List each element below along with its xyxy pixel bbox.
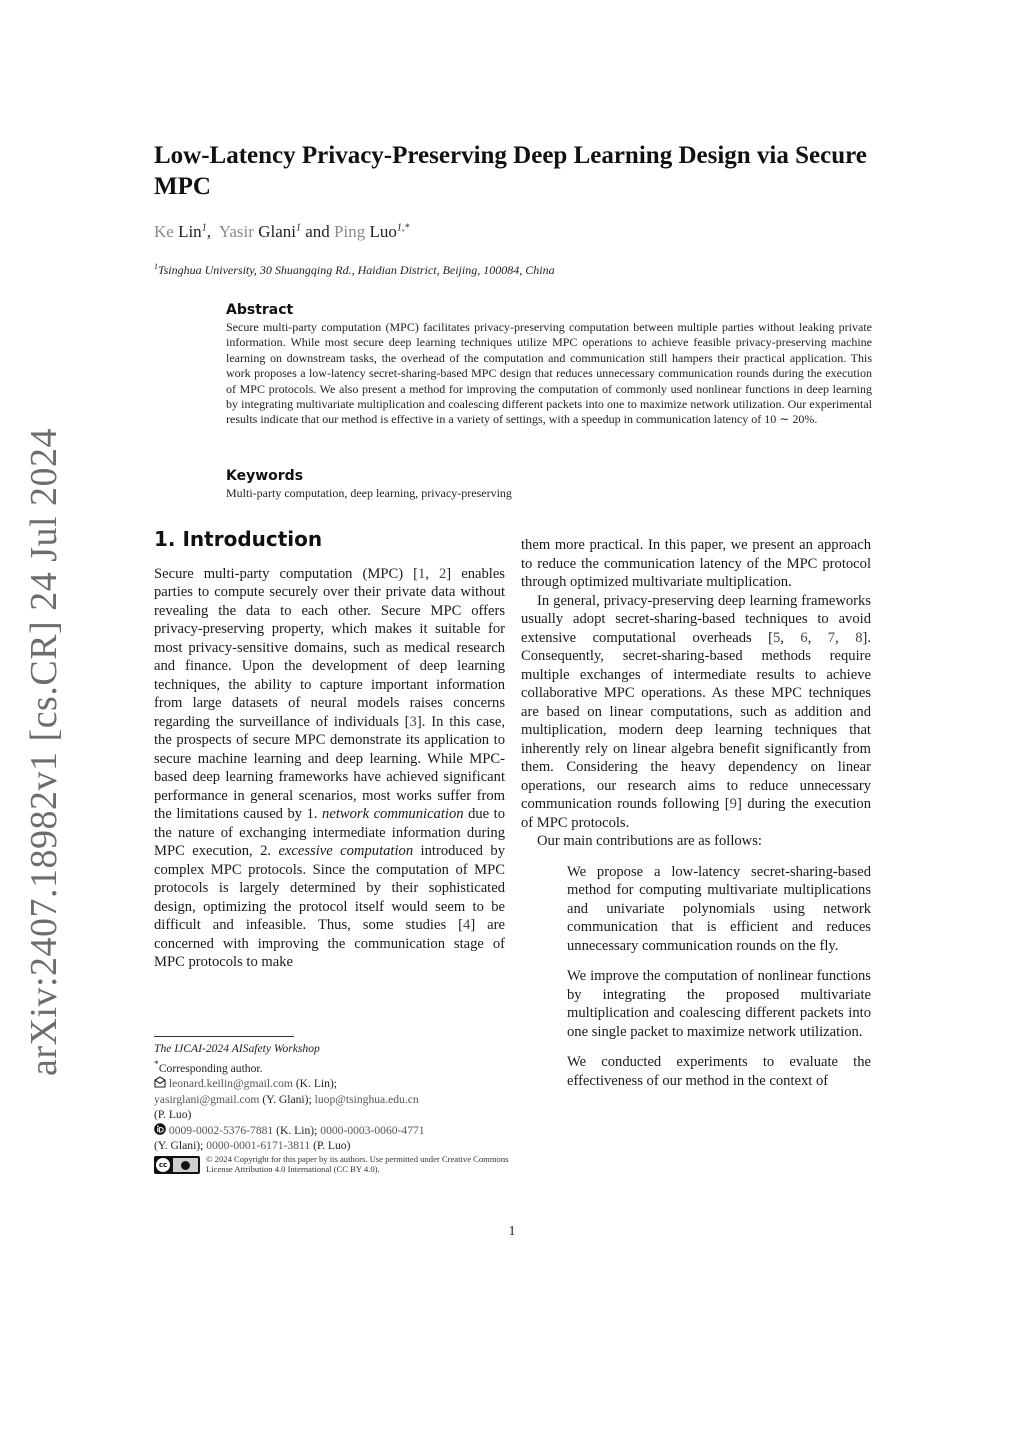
corresponding-note xyxy=(154,1057,509,1076)
text-run: In general, privacy-preserving deep learning frameworks usually adopt secret-sharing-based techniques to avoid extensive computational overheads [ xyxy=(521,592,871,646)
intro-paragraph-1-continued: them more practical. In this paper, we present an approach to reduce the communication latency of the MPC protocol through optimized multivariate multiplication. xyxy=(521,537,871,590)
author-last-name: Glani xyxy=(258,222,296,241)
abstract-text: Secure multi-party computation (MPC) facilitates privacy-preserving computation between multiple parties without leaking private information. While most secure deep learning techniques utilize MPC operations to achieve feasible privacy-preserving machine learning on downstream tasks, the overhead of the computation and communication still hampers their practical application. This work proposes a low-latency secret-sharing-based MPC design that reduces unnecessary communication rounds during the execution of MPC protocols. We also present a method for improving the computation of commonly used nonlinear functions in deep learning by integrating multivariate multiplication and coalescing different packets into one to maximize network utilization. Our experimental results indicate that our method is effective in a variety of settings, with a speedup in communication latency of 10 ∼ 20%. xyxy=(226,320,872,427)
list-item-text: We conducted experiments to evaluate the effectiveness of our method in the context of xyxy=(567,1054,871,1089)
emphasis-text: excessive computation xyxy=(278,843,414,859)
license-note xyxy=(154,1155,509,1174)
text-run: , xyxy=(835,629,856,646)
keywords-section xyxy=(226,468,872,501)
author-list xyxy=(154,222,409,242)
intro-paragraph-3: Our main contributions are as follows: xyxy=(537,833,762,849)
text-run: ] enables parties to compute securely over their private data without revealing the data to each other. Secure MPC offers privacy-preserving property, which makes it suitable for most privacy-sensitive domains, such as medical research and finance. Upon the development of deep learning techniques, the ability to capture important information from large datasets of neural models raises concerns regarding the surveillance of individuals [ xyxy=(154,565,505,730)
footnotes xyxy=(154,1036,509,1174)
citation-link[interactable]: 4 xyxy=(463,917,471,933)
citation-link[interactable]: 6 xyxy=(800,629,808,646)
intro-paragraph-1 xyxy=(154,565,505,972)
emphasis-text: network communication xyxy=(322,806,464,822)
email-link[interactable]: yasirglani@gmail.com xyxy=(154,1092,260,1106)
citation-link[interactable]: 1 xyxy=(417,565,426,582)
affiliation-marker: 1 xyxy=(201,222,207,234)
author-first-name: Ping xyxy=(334,222,366,241)
list-item xyxy=(521,1053,871,1090)
right-column xyxy=(521,536,871,1102)
author-first-name: Ke xyxy=(154,222,174,241)
envelope-icon xyxy=(154,1076,166,1088)
citation-link[interactable]: 3 xyxy=(409,713,417,730)
author-ping-luo[interactable] xyxy=(334,222,409,241)
corresponding-text: Corresponding author. xyxy=(158,1061,263,1075)
license-text: © 2024 Copyright for this paper by its authors. Use permitted under Creative Commons License Attribution 4.0 International (CC BY 4.0). xyxy=(206,1154,509,1174)
email-link[interactable]: leonard.keilin@gmail.com xyxy=(168,1077,293,1091)
text-run: ]. In this case, the prospects of secure MPC demonstrate its application to secure machine learning and deep learning. While MPC-based deep learning frameworks have achieved significant performance in general scenarios, most works suffer from the limitations caused by 1. xyxy=(154,713,505,822)
author-last-name: Luo xyxy=(369,222,397,241)
affiliation-marker: 1,* xyxy=(396,222,410,234)
author-separator: , xyxy=(206,222,211,241)
author-yasir-glani[interactable] xyxy=(219,222,301,241)
contributions-list xyxy=(521,863,871,1091)
list-item-text: We improve the computation of nonlinear functions by integrating the proposed multivariate multiplication and coalescing different packets into one single packet to maximize network utilization. xyxy=(567,968,871,1040)
text-run: due to the nature of exchanging intermediate information during MPC execution, 2. xyxy=(154,806,505,859)
workshop-name: The IJCAI-2024 AISafety Workshop xyxy=(154,1042,320,1055)
affiliation-marker: 1 xyxy=(295,222,301,234)
author-first-name: Yasir xyxy=(218,222,254,241)
citation-link[interactable]: 7 xyxy=(827,629,836,646)
list-item-text: We propose a low-latency secret-sharing-based method for computing multivariate multiplications and univariate polynomials using network communication that is efficient and reduces unnecessary communication rounds on the fly. xyxy=(567,863,871,954)
affiliation-marker: 1 xyxy=(154,262,158,271)
email-note xyxy=(154,1076,509,1123)
text-run: , xyxy=(780,629,801,646)
orcid-link[interactable]: 0000-0001-6171-3811 xyxy=(206,1139,311,1153)
orcid-owner: (P. Luo) xyxy=(310,1139,351,1153)
citation-link[interactable]: 9 xyxy=(729,796,737,812)
author-conjunction: and xyxy=(305,222,330,241)
list-item xyxy=(521,863,871,956)
email-owner: (Y. Glani); xyxy=(259,1092,315,1106)
arxiv-identifier: arXiv:2407.18982v1 [cs.CR] 24 Jul 2024 xyxy=(23,427,65,1077)
keywords-text: Multi-party computation, deep learning, privacy-preserving xyxy=(226,486,512,500)
orcid-owner: (Y. Glani); xyxy=(154,1139,207,1153)
corresponding-marker: * xyxy=(154,1058,159,1070)
page-number: 1 xyxy=(508,1224,516,1239)
email-owner: (K. Lin); xyxy=(292,1077,338,1091)
citation-link[interactable]: 2 xyxy=(439,565,447,582)
orcid-note xyxy=(154,1123,509,1154)
text-run: ] during the execution of MPC protocols. xyxy=(521,796,871,831)
text-run: , xyxy=(425,565,439,582)
text-run: , xyxy=(807,629,828,646)
cc-by-license-icon xyxy=(154,1156,200,1174)
abstract-heading: Abstract xyxy=(226,302,294,318)
cc-icon: cc xyxy=(156,1158,170,1172)
author-last-name: Lin xyxy=(178,222,202,241)
email-owner: (P. Luo) xyxy=(154,1108,192,1122)
list-item xyxy=(521,967,871,1041)
orcid-icon xyxy=(154,1123,166,1135)
orcid-link[interactable]: 0000-0003-0060-4771 xyxy=(320,1123,425,1137)
citation-link[interactable]: 8 xyxy=(855,629,863,646)
orcid-owner: (K. Lin); xyxy=(273,1123,321,1137)
left-column xyxy=(154,527,505,972)
text-run: Secure multi-party computation (MPC) [ xyxy=(154,565,418,582)
text-run: introduced by complex MPC protocols. Since the computation of MPC protocols is largely determined by their sophisticated design, optimizing the protocol itself would seem to be difficult and infeasible. Thus, some studies [ xyxy=(154,843,505,933)
text-run: ]. Consequently, secret-sharing-based methods require multiple exchanges of intermediate results to achieve collaborative MPC operations. As these MPC techniques are based on linear computations, such as addition and multiplication, modern deep learning techniques that inherently rely on linear algebra benefit significantly from them. Considering the heavy dependency on linear operations, our research aims to reduce unnecessary communication rounds following [ xyxy=(521,629,872,812)
paper-title: Low-Latency Privacy-Preserving Deep Learning Design via Secure MPC xyxy=(154,142,867,200)
intro-paragraph-2 xyxy=(521,592,871,833)
orcid-link[interactable]: 0009-0002-5376-7881 xyxy=(168,1123,274,1137)
keywords-heading: Keywords xyxy=(226,468,304,484)
workshop-note xyxy=(154,1041,509,1057)
introduction-heading: 1. Introduction xyxy=(154,527,323,551)
footnote-divider xyxy=(154,1036,294,1037)
affiliation xyxy=(154,262,555,278)
abstract-section xyxy=(226,302,872,428)
affiliation-text: Tsinghua University, 30 Shuangqing Rd., Haidian District, Beijing, 100084, China xyxy=(158,263,555,277)
author-ke-lin[interactable] xyxy=(154,222,207,241)
email-link[interactable]: luop@tsinghua.edu.cn xyxy=(314,1092,419,1106)
by-icon xyxy=(173,1158,198,1172)
text-run: ] are concerned with improving the communication stage of MPC protocols to make xyxy=(154,917,505,970)
citation-link[interactable]: 5 xyxy=(772,629,781,646)
